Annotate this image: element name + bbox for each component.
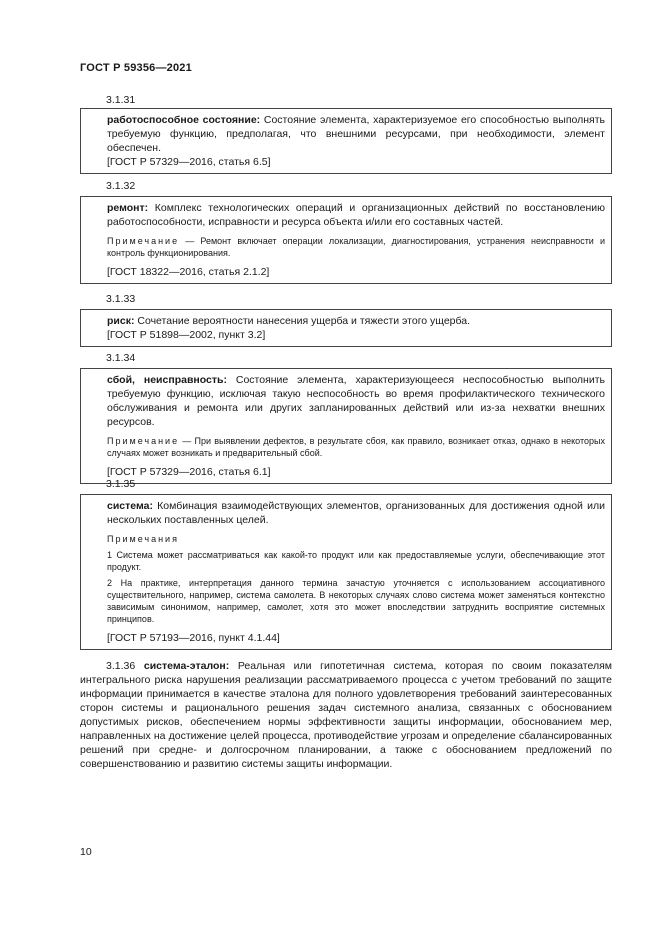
note-text: — При выявлении дефектов, в результате сбоя, как правило, возникает отказ, однако в некоторых случаях может возникать и предварительный сбой. xyxy=(107,436,605,458)
reference: [ГОСТ 18322—2016, статья 2.1.2] xyxy=(107,266,270,278)
note-label: Примечание xyxy=(107,236,180,246)
definition xyxy=(107,499,605,527)
definition-text: Комбинация взаимодействующих элементов, организованных для достижения одной или нескольких поставленных целей. xyxy=(107,500,605,526)
term: сбой, неисправность: xyxy=(107,374,227,386)
notes-label: Примечания xyxy=(107,534,179,544)
definition-text: Состояние элемента, характеризуемое его способностью выполнять требуемую функцию, предполагая, что внешними ресурсами, при необходимости, элемент обеспечен. xyxy=(107,114,605,154)
reference: [ГОСТ Р 57329—2016, статья 6.1] xyxy=(107,466,271,478)
definition xyxy=(107,314,605,328)
entry-number: 3.1.34 xyxy=(106,352,136,364)
term: ремонт: xyxy=(107,202,149,214)
note xyxy=(107,435,605,459)
term-box-35 xyxy=(80,494,612,650)
term-box-31 xyxy=(80,108,612,174)
definition xyxy=(107,373,605,429)
reference: [ГОСТ Р 57329—2016, статья 6.5] xyxy=(107,156,271,168)
reference: [ГОСТ Р 57193—2016, пункт 4.1.44] xyxy=(107,632,280,644)
page-number: 10 xyxy=(80,846,92,858)
definition-text: Реальная или гипотетичная система, которая по своим показателям интегрального риска нарушения реализации рассматриваемого процесса с учетом требований по защите информации принимается в качестве эталона для полного удовлетворения требований заинтересованных сторон системы и рационального решения задач системного анализа, связанных с обоснованием допустимых рисков, обеспечением нормы эффективности защиты информации, обоснованием мер, направленных на достижение целей процесса, противодействие угрозам и определение сбалансированных решений при средне- и долгосрочном планировании, а также с обоснованием предложений по совершенствованию и развитию системы защиты информации. xyxy=(80,660,613,770)
definition-text: Состояние элемента, характеризующееся неспособностью выполнить требуемую функцию, исключая такую неспособность во время профилактического технического обслуживания и ремонта или других запланированных действий или из-за нехватки внешних ресурсов. xyxy=(107,374,606,428)
entry-number: 3.1.31 xyxy=(106,94,136,106)
term: система-эталон: xyxy=(143,660,230,672)
term-box-33 xyxy=(80,309,612,347)
entry-number: 3.1.36 xyxy=(106,660,136,672)
term: риск: xyxy=(107,315,135,327)
note-2: 2 На практике, интерпретация данного термина зачастую уточняется с использованием ассоциативного существительного, например, система самолета. В некоторых случаях слово система может заменяться контекстно зависимым синонимом, например, самолет, хотя это может впоследствии затруднить восприятие системных принципов. xyxy=(107,578,605,624)
definition xyxy=(107,201,605,229)
reference: [ГОСТ Р 51898—2002, пункт 3.2] xyxy=(107,329,266,341)
definition-text: Сочетание вероятности нанесения ущерба и тяжести этого ущерба. xyxy=(134,315,471,327)
note xyxy=(107,235,605,259)
standard-header: ГОСТ Р 59356—2021 xyxy=(80,62,192,74)
note-text: — Ремонт включает операции локализации, диагностирования, устранения неисправности и контроль функционирования. xyxy=(107,236,605,258)
term: система: xyxy=(107,500,153,512)
note-label: Примечание xyxy=(107,436,180,446)
term: работоспособное состояние: xyxy=(107,114,261,126)
entry-number: 3.1.35 xyxy=(106,478,136,490)
definition-text: Комплекс технологических операций и организационных действий по восстановлению работоспособности, исправности и ресурса объекта и/или его составных частей. xyxy=(107,202,605,228)
entry-number: 3.1.32 xyxy=(106,180,136,192)
term-box-34 xyxy=(80,368,612,484)
definition xyxy=(107,113,605,155)
entry-number: 3.1.33 xyxy=(106,293,136,305)
term-box-32 xyxy=(80,196,612,284)
paragraph-36 xyxy=(80,659,612,771)
note-1: 1 Система может рассматриваться как какой-то продукт или как предоставляемые услуги, обеспечивающие этот продукт. xyxy=(107,550,605,572)
